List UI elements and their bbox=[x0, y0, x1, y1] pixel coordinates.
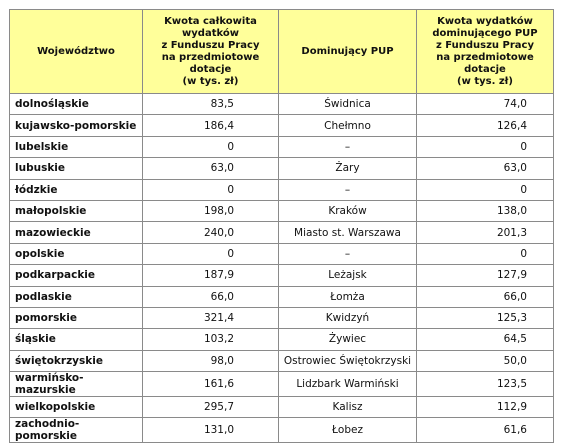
cell-pup-total: 61,6 bbox=[417, 418, 554, 443]
cell-pup: Żary bbox=[279, 158, 417, 179]
cell-pup: Miasto st. Warszawa bbox=[279, 222, 417, 243]
cell-region: łódzkie bbox=[10, 179, 143, 200]
cell-pup: Kwidzyń bbox=[279, 307, 417, 328]
cell-pup: Żywiec bbox=[279, 329, 417, 350]
table-row bbox=[10, 265, 554, 286]
cell-region: pomorskie bbox=[10, 307, 143, 328]
cell-region: małopolskie bbox=[10, 200, 143, 221]
table-row bbox=[10, 94, 554, 115]
cell-total: 66,0 bbox=[143, 286, 279, 307]
header-pup-expenditure: Kwota wydatków dominującego PUP z Funduszu Pracy na przedmiotowe dotacje (w tys. zł) bbox=[417, 10, 554, 94]
cell-region: warmińsko-mazurskie bbox=[10, 372, 143, 397]
cell-region: świętokrzyskie bbox=[10, 350, 143, 371]
cell-pup: Świdnica bbox=[279, 94, 417, 115]
cell-pup-total: 63,0 bbox=[417, 158, 554, 179]
header-region: Województwo bbox=[10, 10, 143, 94]
cell-total: 83,5 bbox=[143, 94, 279, 115]
table-row bbox=[10, 372, 554, 397]
table-row bbox=[10, 286, 554, 307]
table-row bbox=[10, 243, 554, 264]
table-row bbox=[10, 200, 554, 221]
cell-region: podkarpackie bbox=[10, 265, 143, 286]
cell-total: 0 bbox=[143, 136, 279, 157]
cell-region: lubuskie bbox=[10, 158, 143, 179]
cell-total: 63,0 bbox=[143, 158, 279, 179]
table-row bbox=[10, 307, 554, 328]
cell-total: 321,4 bbox=[143, 307, 279, 328]
table-row bbox=[10, 329, 554, 350]
cell-pup: Łomża bbox=[279, 286, 417, 307]
cell-region: lubelskie bbox=[10, 136, 143, 157]
cell-pup-total: 127,9 bbox=[417, 265, 554, 286]
cell-pup: Leżajsk bbox=[279, 265, 417, 286]
expenditure-table bbox=[9, 9, 554, 443]
cell-total: 0 bbox=[143, 179, 279, 200]
cell-pup: – bbox=[279, 179, 417, 200]
cell-pup-total: 74,0 bbox=[417, 94, 554, 115]
cell-pup: Chełmno bbox=[279, 115, 417, 136]
cell-pup: Kalisz bbox=[279, 397, 417, 418]
cell-region: kujawsko-pomorskie bbox=[10, 115, 143, 136]
cell-pup-total: 50,0 bbox=[417, 350, 554, 371]
cell-total: 103,2 bbox=[143, 329, 279, 350]
cell-pup-total: 64,5 bbox=[417, 329, 554, 350]
cell-total: 295,7 bbox=[143, 397, 279, 418]
cell-total: 98,0 bbox=[143, 350, 279, 371]
cell-pup-total: 201,3 bbox=[417, 222, 554, 243]
cell-pup: Kraków bbox=[279, 200, 417, 221]
header-dominant-pup: Dominujący PUP bbox=[279, 10, 417, 94]
cell-total: 187,9 bbox=[143, 265, 279, 286]
table-row bbox=[10, 418, 554, 443]
table-row bbox=[10, 397, 554, 418]
cell-region: dolnośląskie bbox=[10, 94, 143, 115]
table-row bbox=[10, 222, 554, 243]
cell-pup-total: 138,0 bbox=[417, 200, 554, 221]
table-row bbox=[10, 179, 554, 200]
cell-region: mazowieckie bbox=[10, 222, 143, 243]
cell-pup-total: 123,5 bbox=[417, 372, 554, 397]
cell-pup: Łobez bbox=[279, 418, 417, 443]
cell-total: 0 bbox=[143, 243, 279, 264]
cell-region: wielkopolskie bbox=[10, 397, 143, 418]
table-row bbox=[10, 158, 554, 179]
table-row bbox=[10, 115, 554, 136]
cell-pup: Lidzbark Warmiński bbox=[279, 372, 417, 397]
cell-region: zachodnio-pomorskie bbox=[10, 418, 143, 443]
cell-pup: Ostrowiec Świętokrzyski bbox=[279, 350, 417, 371]
table-header-row bbox=[10, 10, 554, 94]
cell-pup-total: 126,4 bbox=[417, 115, 554, 136]
cell-total: 161,6 bbox=[143, 372, 279, 397]
cell-pup: – bbox=[279, 136, 417, 157]
cell-pup-total: 0 bbox=[417, 136, 554, 157]
cell-total: 186,4 bbox=[143, 115, 279, 136]
header-total-expenditure: Kwota całkowita wydatków z Funduszu Pracy na przedmiotowe dotacje (w tys. zł) bbox=[143, 10, 279, 94]
table-row bbox=[10, 350, 554, 371]
cell-pup-total: 0 bbox=[417, 179, 554, 200]
table-row bbox=[10, 136, 554, 157]
cell-region: śląskie bbox=[10, 329, 143, 350]
cell-pup-total: 66,0 bbox=[417, 286, 554, 307]
cell-region: podlaskie bbox=[10, 286, 143, 307]
cell-total: 198,0 bbox=[143, 200, 279, 221]
cell-pup-total: 112,9 bbox=[417, 397, 554, 418]
cell-pup: – bbox=[279, 243, 417, 264]
cell-region: opolskie bbox=[10, 243, 143, 264]
cell-pup-total: 125,3 bbox=[417, 307, 554, 328]
cell-total: 240,0 bbox=[143, 222, 279, 243]
cell-total: 131,0 bbox=[143, 418, 279, 443]
cell-pup-total: 0 bbox=[417, 243, 554, 264]
